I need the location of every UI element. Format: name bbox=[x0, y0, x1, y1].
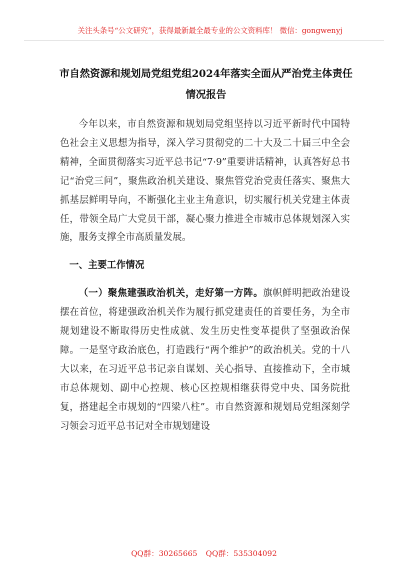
section-heading: 一、主要工作情况 bbox=[69, 260, 145, 272]
header-banner: 关注头条号“公文研究”，获得最新最全最专业的公文资料库！ 微信：gongwenyj bbox=[77, 26, 343, 35]
header-divider bbox=[24, 40, 384, 41]
footer-qq-group-2: QQ群：535304092 bbox=[205, 549, 277, 558]
intro-paragraph: 今年以来，市自然资源和规划局党组坚持以习近平新时代中国特色社会主义思想为指导，深入学习贯彻党的二十大及二十届三中全会精神，全面贯彻落实习近平总书记“7·9”重要讲话精神，认真答好总书记“治党三问”，聚焦政治机关建设、聚焦管党治党责任落实、聚焦大抓基层鲜明导向，不断强化主业主角意识，切实履行机关党建主体责任，带领全局广大党员干部，凝心聚力推进全市城市总体规划深入实施，服务支撑全市高质量发展。 bbox=[60, 119, 350, 244]
subsection-body: 旗帜鲜明把政治建设摆在首位，将建强政治机关作为履行抓党建责任的首要任务，为全市规划建设不断取得历史性成就、发生历史性变革提供了坚强政治保障。一是坚守政治底色，打造践行“两个维护”的政治机关。党的十八大以来，在习近平总书记亲自谋划、关心指导、直接推动下，全市城市总体规划、副中心控规、核心区控规相继获得党中央、国务院批复，搭建起全市规划的“四梁八柱”。市自然资源和规划局党组深刻学习领会习近平总书记对全市规划建设 bbox=[60, 288, 350, 432]
footer-qq-group-1: QQ群：30265665 bbox=[131, 549, 198, 558]
footer-contacts bbox=[0, 548, 408, 559]
document-title: 市自然资源和规划局党组党组2024年落实全面从严治党主体责任情况报告 bbox=[59, 68, 353, 101]
subsection-paragraph bbox=[60, 285, 350, 436]
document-body bbox=[60, 116, 350, 437]
subsection-heading: （一）聚焦建强政治机关，走好第一方阵。 bbox=[78, 288, 264, 300]
